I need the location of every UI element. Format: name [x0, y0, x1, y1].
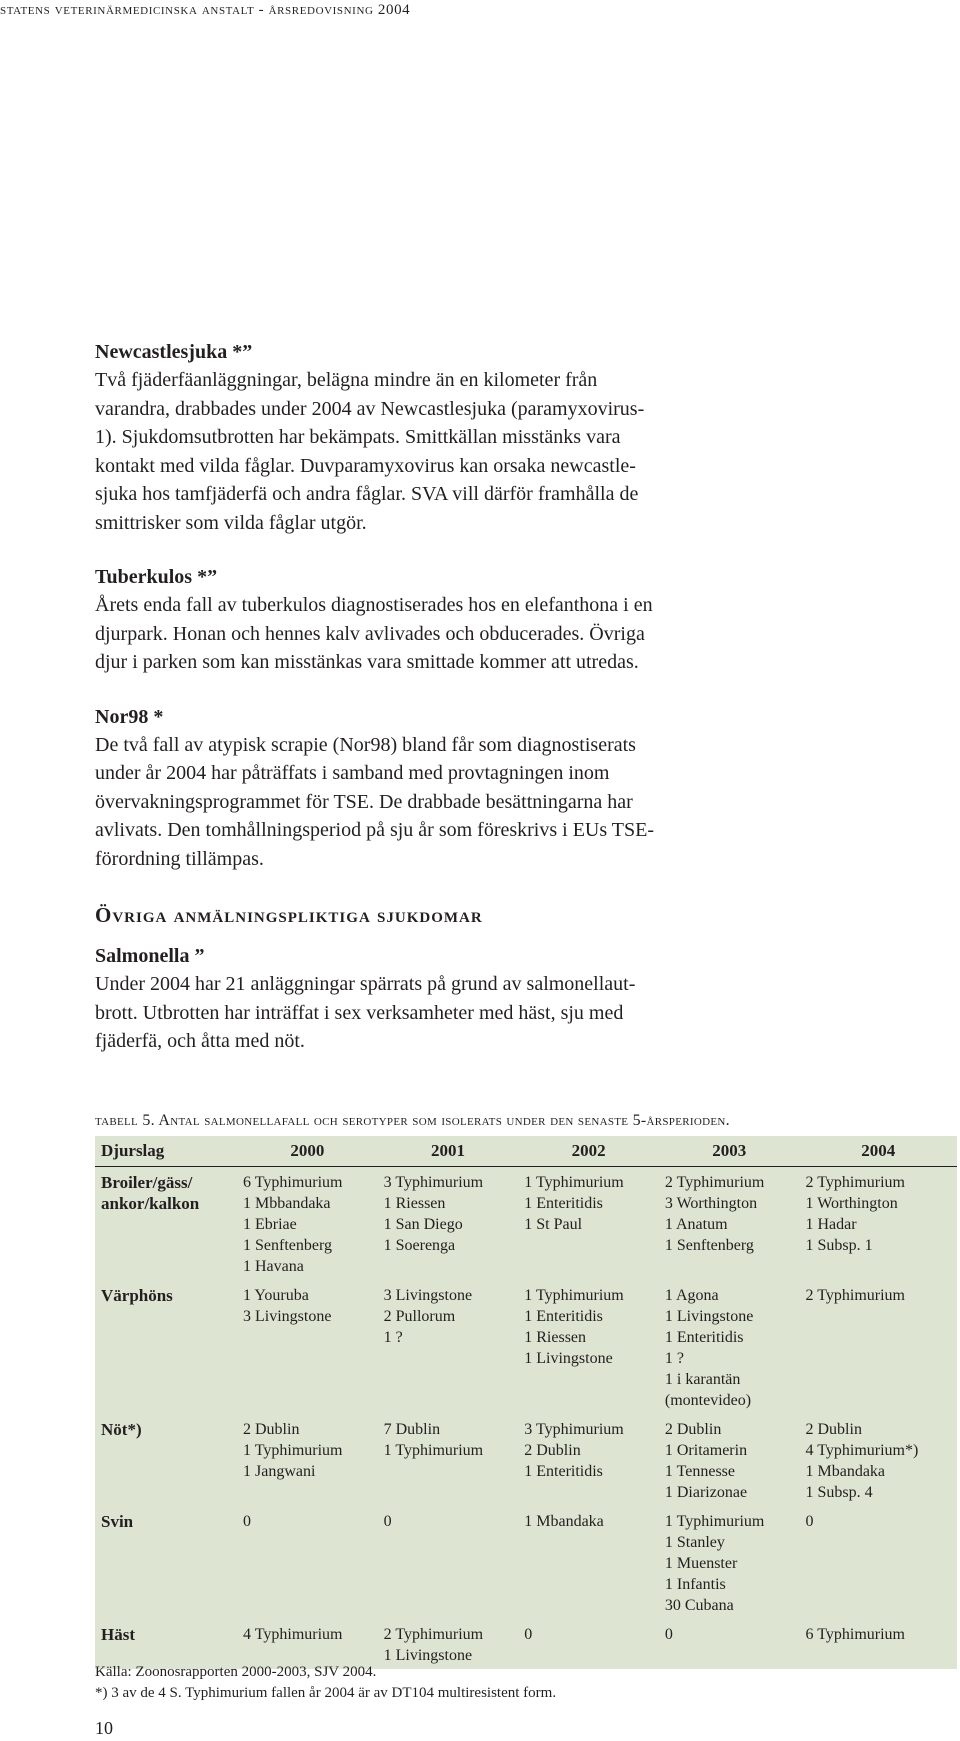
table-cell [237, 1280, 378, 1414]
source-note [95, 1662, 556, 1704]
cell-entry: 1 Ebriae [243, 1216, 297, 1233]
table-cell [237, 1506, 378, 1619]
cell-entry: 0 [805, 1513, 814, 1530]
table-cell [237, 1414, 378, 1506]
cell-entry: 3 Worthington [664, 1195, 758, 1212]
cell-entry: 1 Hadar [805, 1216, 857, 1233]
cell-entry: 1 Diarizonae [664, 1484, 748, 1501]
table-cell [800, 1414, 958, 1506]
column-header: 2004 [800, 1136, 958, 1167]
table-row [95, 1414, 957, 1506]
cell-entry: 1 Subsp. 4 [805, 1484, 873, 1501]
table-body [95, 1167, 957, 1670]
column-header: 2000 [237, 1136, 378, 1167]
cell-entry: 0 [524, 1626, 533, 1643]
salmonella-table [95, 1136, 957, 1669]
table-cell [659, 1414, 800, 1506]
table-cell [518, 1167, 659, 1281]
cell-entry: 1 Mbandaka [805, 1463, 886, 1480]
main-content [95, 338, 705, 1082]
cell-entry: 1 Tennesse [664, 1463, 735, 1480]
cell-entry: 1 Mbandaka [524, 1513, 604, 1530]
cell-entry: 1 Riessen [524, 1329, 587, 1346]
body-line: under år 2004 har påträffats i samband med provtagningen inom [95, 762, 610, 784]
table-row [95, 1280, 957, 1414]
body-line: förordning tillämpas. [95, 847, 264, 870]
cell-entry: 2 Dublin [664, 1421, 722, 1438]
cell-entry: 2 Typhimurium [664, 1174, 765, 1191]
cell-entry: 2 Dublin [243, 1421, 300, 1438]
body-line: smittrisker som vilda fåglar utgör. [95, 511, 367, 534]
section-tuberkulos [95, 563, 705, 677]
row-label [95, 1280, 237, 1414]
cell-entry: 1 San Diego [383, 1216, 463, 1233]
cell-entry: 30 Cubana [664, 1597, 734, 1614]
cell-entry: 1 Livingstone [383, 1647, 473, 1664]
body-line: djurpark. Honan och hennes kalv avlivades och obducerades. Övriga [95, 622, 645, 645]
table-cell [378, 1414, 519, 1506]
cell-entry: 0 [243, 1513, 251, 1530]
body-line: varandra, drabbades under 2004 av Newcastlesjuka (paramyxovirus- [95, 397, 645, 420]
cell-entry: 1 Enteritidis [664, 1329, 744, 1346]
cell-entry: 7 Dublin [383, 1421, 441, 1438]
chapter-heading: Övriga anmälningspliktiga sjukdomar [95, 903, 483, 927]
cell-entry: (montevideo) [664, 1392, 752, 1409]
table-cell [518, 1280, 659, 1414]
cell-entry: 2 Pullorum [383, 1308, 456, 1325]
row-label-line: Nöt*) [101, 1420, 142, 1439]
cell-entry: 2 Dublin [524, 1442, 581, 1459]
cell-entry: 3 Typhimurium [524, 1421, 624, 1438]
table-cell [800, 1619, 958, 1669]
cell-entry: 1 Typhimurium [524, 1174, 624, 1191]
cell-entry: 4 Typhimurium*) [805, 1442, 919, 1459]
table-cell [518, 1506, 659, 1619]
body-line: avlivats. Den tomhållningsperiod på sju år som föreskrivs i EUs TSE- [95, 819, 654, 841]
row-label [95, 1506, 237, 1619]
table-cell [659, 1280, 800, 1414]
cell-entry: 6 Typhimurium [243, 1174, 343, 1191]
section-heading: Tuberkulos *” [95, 566, 218, 588]
cell-entry: 1 St Paul [524, 1216, 583, 1233]
body-line: Årets enda fall av tuberkulos diagnostiserades hos en elefanthona i en [95, 594, 653, 616]
cell-entry: 1 Worthington [805, 1195, 898, 1212]
cell-entry: 0 [664, 1626, 673, 1643]
column-header: 2003 [659, 1136, 800, 1167]
table-cell [659, 1167, 800, 1281]
cell-entry: 1 Typhimurium [383, 1442, 484, 1459]
table-caption: tabell 5. Antal salmonellafall och serotyper som isolerats under den senaste 5-årsperioden. [95, 1112, 730, 1129]
page-number: 10 [95, 1718, 113, 1738]
cell-entry: 1 Muenster [664, 1555, 738, 1572]
cell-entry: 1 Typhimurium [664, 1513, 765, 1530]
row-label-line: ankor/kalkon [101, 1194, 200, 1213]
body-line: De två fall av atypisk scrapie (Nor98) bland får som diagnostiserats [95, 733, 636, 756]
section-newcastlesjuka [95, 338, 705, 537]
table-cell [378, 1506, 519, 1619]
cell-entry: 1 Agona [664, 1287, 719, 1304]
cell-entry: 1 Infantis [664, 1576, 726, 1593]
cell-entry: 1 Typhimurium [524, 1287, 624, 1304]
cell-entry: 1 i karantän [664, 1371, 741, 1388]
cell-entry: 3 Typhimurium [383, 1174, 484, 1191]
body-line: fjäderfä, och åtta med nöt. [95, 1030, 305, 1052]
cell-entry: 1 Enteritidis [524, 1463, 603, 1480]
section-heading: Salmonella ” [95, 945, 205, 967]
table-row [95, 1506, 957, 1619]
cell-entry: 1 Livingstone [524, 1350, 613, 1367]
footnote-line: *) 3 av de 4 S. Typhimurium fallen år 2004 är av DT104 multiresistent form. [95, 1685, 557, 1701]
table-cell [659, 1506, 800, 1619]
row-label-line: Broiler/gäss/ [101, 1173, 193, 1192]
cell-entry: 2 Dublin [805, 1421, 862, 1438]
cell-entry: 1 Anatum [664, 1216, 728, 1233]
body-line: 1). Sjukdomsutbrotten har bekämpats. Smittkällan misstänks vara [95, 426, 621, 448]
cell-entry: 1 Riessen [383, 1195, 446, 1212]
cell-entry: 1 Oritamerin [664, 1442, 748, 1459]
section-body [95, 366, 705, 537]
cell-entry: 1 Subsp. 1 [805, 1237, 873, 1254]
table-cell [237, 1167, 378, 1281]
cell-entry: 2 Typhimurium [383, 1626, 484, 1643]
row-label-line: Värphöns [101, 1286, 173, 1305]
section-body [95, 591, 705, 677]
cell-entry: 0 [383, 1513, 392, 1530]
body-line: övervakningsprogrammet för TSE. De drabbade besättningarna har [95, 790, 633, 813]
section-nor98 [95, 703, 705, 874]
cell-entry: 1 Stanley [664, 1534, 725, 1551]
table-cell [659, 1619, 800, 1669]
table-cell [800, 1167, 958, 1281]
row-label [95, 1414, 237, 1506]
cell-entry: 3 Livingstone [383, 1287, 473, 1304]
section-heading: Newcastlesjuka *” [95, 341, 253, 363]
section-body [95, 970, 705, 1056]
section-body [95, 731, 705, 874]
cell-entry: 1 Soerenga [383, 1237, 456, 1254]
body-line: brott. Utbrotten har inträffat i sex verksamheter med häst, sju med [95, 1001, 624, 1024]
body-line: sjuka hos tamfjäderfä och andra fåglar. SVA vill därför framhålla de [95, 483, 639, 505]
column-header: 2001 [378, 1136, 519, 1167]
table-cell [800, 1506, 958, 1619]
cell-entry: 1 Typhimurium [243, 1442, 343, 1459]
row-label [95, 1167, 237, 1281]
body-line: djur i parken som kan misstänkas vara smittade kommer att utredas. [95, 651, 639, 673]
cell-entry: 1 Livingstone [664, 1308, 754, 1325]
cell-entry: 4 Typhimurium [243, 1626, 343, 1643]
cell-entry: 2 Typhimurium [805, 1287, 905, 1304]
column-header: 2002 [518, 1136, 659, 1167]
table-cell [518, 1414, 659, 1506]
cell-entry: 1 Youruba [243, 1287, 309, 1304]
cell-entry: 1 ? [383, 1329, 403, 1346]
cell-entry: 1 ? [664, 1350, 684, 1367]
cell-entry: 6 Typhimurium [805, 1626, 905, 1643]
table-cell [378, 1280, 519, 1414]
cell-entry: 1 Jangwani [243, 1463, 316, 1480]
row-label-line: Svin [101, 1512, 134, 1531]
column-header: Djurslag [95, 1136, 237, 1167]
table-row [95, 1167, 957, 1281]
row-label-line: Häst [101, 1625, 135, 1644]
body-line: Två fjäderfäanläggningar, belägna mindre än en kilometer från [95, 369, 598, 391]
section-heading: Nor98 * [95, 705, 164, 728]
table-cell [800, 1280, 958, 1414]
source-line: Källa: Zoonosrapporten 2000-2003, SJV 2004. [95, 1664, 377, 1680]
cell-entry: 1 Enteritidis [524, 1308, 603, 1325]
body-line: Under 2004 har 21 anläggningar spärrats på grund av salmonellaut- [95, 973, 636, 995]
cell-entry: 1 Mbbandaka [243, 1195, 331, 1212]
table-header-row [95, 1136, 957, 1167]
table-cell [378, 1167, 519, 1281]
cell-entry: 1 Enteritidis [524, 1195, 603, 1212]
cell-entry: 1 Havana [243, 1258, 304, 1275]
cell-entry: 1 Senftenberg [243, 1237, 333, 1254]
body-line: kontakt med vilda fåglar. Duvparamyxovirus kan orsaka newcastle- [95, 454, 636, 477]
cell-entry: 2 Typhimurium [805, 1174, 905, 1191]
section-salmonella [95, 942, 705, 1056]
cell-entry: 1 Senftenberg [664, 1237, 754, 1254]
running-head: statens veterinärmedicinska anstalt - årsredovisning 2004 [0, 2, 411, 18]
cell-entry: 3 Livingstone [243, 1308, 332, 1325]
